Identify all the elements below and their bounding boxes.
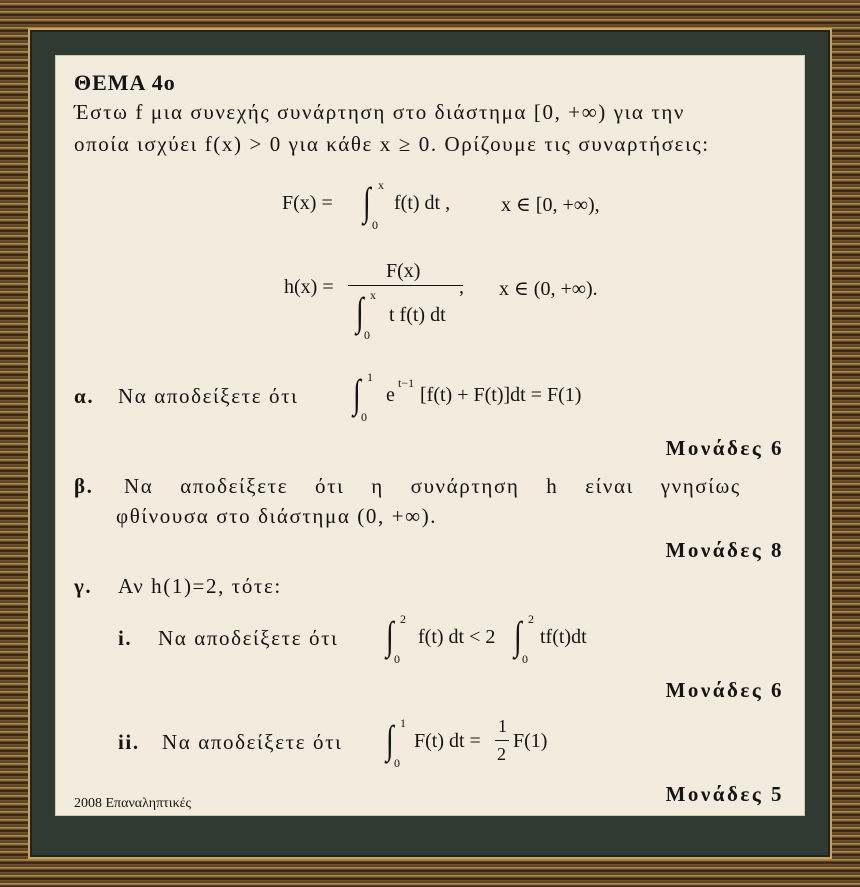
h-lhs: h(x) = (284, 276, 334, 298)
part-b-line-2: φθίνουσα στο διάστημα (0, +∞). (116, 504, 438, 528)
h-fraction-bar (348, 285, 463, 286)
part-b-line-1: Να αποδείξετε ότι η συνάρτηση h είναι γνησίως (124, 474, 741, 498)
F-domain: x ∈ [0, +∞), (501, 194, 600, 216)
exam-page (56, 56, 804, 815)
integral-sign-icon: ∫ (363, 179, 371, 224)
h-upper-limit: x (370, 288, 376, 302)
part-a-exponent: t−1 (398, 376, 415, 390)
part-c-ii-frac-den: 2 (497, 744, 506, 764)
F-lhs: F(x) = (282, 192, 333, 214)
part-c-i-middle: f(t) dt < 2 (418, 626, 496, 648)
h-domain: x ∈ (0, +∞). (499, 278, 598, 300)
part-c-ii-lower: 0 (394, 756, 400, 770)
part-a-rest: [f(t) + F(t)]dt = F(1) (420, 384, 582, 406)
part-c-ii-end: F(1) (513, 730, 548, 752)
h-lower-limit: 0 (364, 328, 370, 342)
part-c-ii-integrand: F(t) dt = (414, 730, 481, 752)
integral-sign-icon: ∫ (356, 289, 364, 334)
part-c-i-lower-2: 0 (522, 652, 528, 666)
part-a-base: e (386, 384, 395, 406)
part-c-ii-frac-num: 1 (498, 716, 507, 736)
part-c-label: γ. (74, 574, 93, 598)
part-c-text: Αν h(1)=2, τότε: (118, 574, 282, 598)
part-c-i-label: i. (118, 626, 133, 650)
integral-sign-icon: ∫ (353, 371, 361, 416)
part-c-i-lower-1: 0 (394, 652, 400, 666)
F-upper-limit: x (378, 178, 384, 192)
intro-line-1: Έστω f μια συνεχής συνάρτηση στο διάστημα [0, +∞) για την (74, 100, 686, 124)
integral-sign-icon: ∫ (386, 613, 394, 658)
part-c-i-upper-2: 2 (528, 612, 534, 626)
part-a-lower-limit: 0 (361, 410, 367, 424)
part-a-marks: Μονάδες 6 (665, 436, 784, 460)
h-comma: , (459, 276, 464, 298)
part-a-label: α. (74, 384, 95, 408)
F-lower-limit: 0 (372, 218, 378, 232)
part-b-marks: Μονάδες 8 (665, 538, 784, 562)
part-c-ii-label: ii. (118, 730, 140, 754)
integral-sign-icon: ∫ (386, 717, 394, 762)
part-b-label: β. (74, 474, 94, 498)
integral-sign-icon: ∫ (514, 613, 522, 658)
part-c-i-upper-1: 2 (400, 612, 406, 626)
h-denominator: t f(t) dt (389, 304, 446, 326)
part-c-ii-marks: Μονάδες 5 (665, 782, 784, 806)
part-c-i-marks: Μονάδες 6 (665, 678, 784, 702)
intro-line-2: οποία ισχύει f(x) > 0 για κάθε x ≥ 0. Ορίζουμε τις συναρτήσεις: (74, 132, 710, 156)
part-c-i-end: tf(t)dt (540, 626, 587, 648)
F-integrand: f(t) dt , (394, 192, 451, 214)
page-title: ΘΕΜΑ 4ο (74, 70, 176, 95)
part-c-ii-upper: 1 (400, 716, 406, 730)
part-a-text: Να αποδείξετε ότι (118, 384, 299, 408)
h-numerator: F(x) (386, 260, 421, 282)
part-c-i-text: Να αποδείξετε ότι (158, 626, 339, 650)
footer-source: 2008 Επαναληπτικές (74, 796, 192, 811)
part-a-upper-limit: 1 (367, 370, 373, 384)
part-c-ii-fraction-bar (495, 740, 509, 741)
part-c-ii-text: Να αποδείξετε ότι (162, 730, 343, 754)
